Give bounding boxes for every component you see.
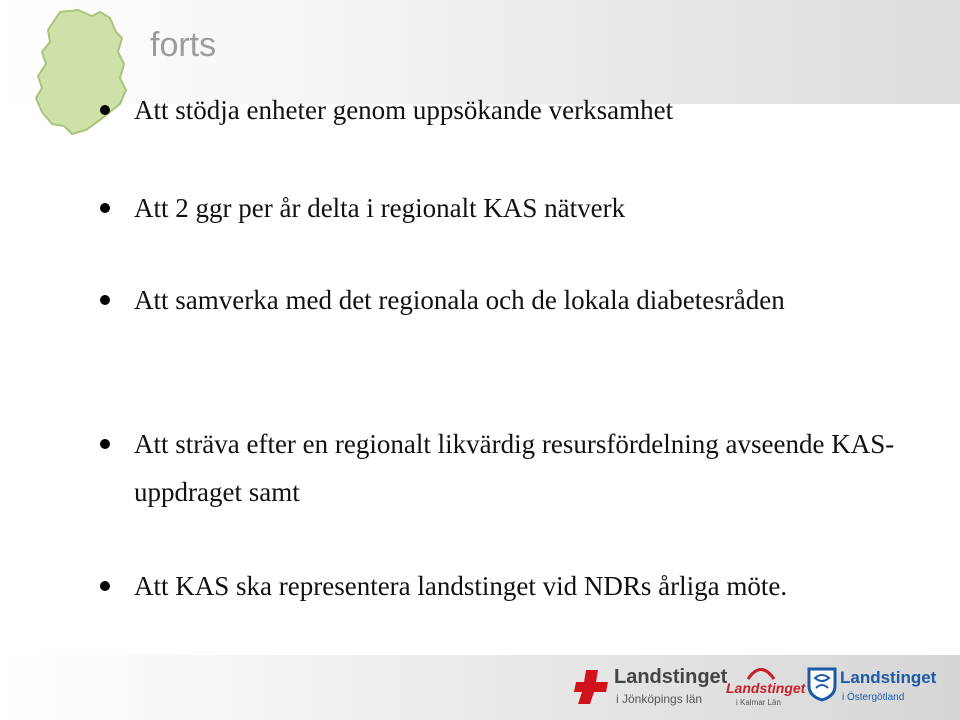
jonkoping-mark-icon [572, 668, 612, 706]
bullet-item [100, 86, 950, 134]
logo-landstinget-jonkoping [572, 660, 728, 712]
bullet-dot-icon [100, 439, 110, 449]
bullet-text: Att 2 ggr per år delta i regionalt KAS nätverk [134, 193, 626, 223]
bullet-text: Att sträva efter en regionalt likvärdig resursfördelning avseende KAS-uppdraget samt [134, 429, 895, 507]
bullet-dot-icon [100, 295, 110, 305]
bullet-item [100, 562, 950, 610]
logo-name: Landstinget [840, 668, 937, 687]
logo-landstinget-ostergotland [806, 660, 956, 712]
logo-name: Landstinget [726, 680, 806, 696]
logo-landstinget-kalmar [726, 660, 806, 712]
bullet-text: Att KAS ska representera landstinget vid NDRs årliga möte. [134, 571, 788, 601]
bullet-text: Att stödja enheter genom uppsökande verksamhet [134, 95, 674, 125]
bullet-dot-icon [100, 105, 110, 115]
logo-sub: i Jönköpings län [616, 692, 703, 706]
ostergotland-shield-icon [806, 666, 838, 702]
bullet-text: Att samverka med det regionala och de lokala diabetesråden [134, 285, 785, 315]
logo-sub: i Östergötland [842, 692, 905, 703]
logo-name: Landstinget [614, 666, 728, 688]
bullet-dot-icon [100, 203, 110, 213]
slide-title: forts [150, 26, 217, 64]
logo-sub: i Kalmar Län [736, 698, 781, 707]
bullet-dot-icon [100, 581, 110, 591]
bullet-item [100, 420, 950, 516]
kalmar-arc-icon [746, 664, 776, 680]
bullet-item [100, 276, 800, 324]
bullet-item [100, 184, 950, 232]
